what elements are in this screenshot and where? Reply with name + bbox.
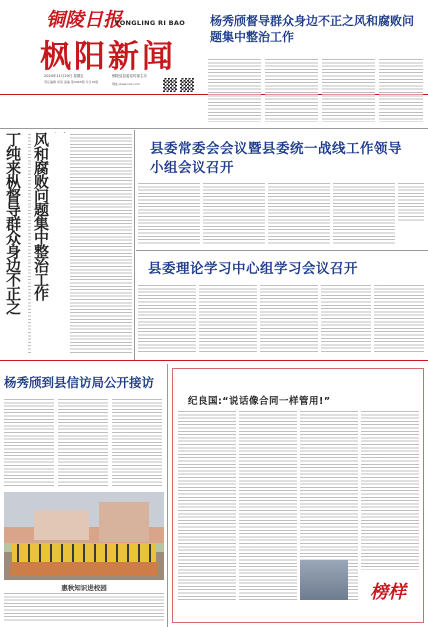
qr-code-icon [163, 78, 177, 92]
date-line: 2024年11月29日 星期五 [44, 74, 84, 78]
center-lower-col1 [178, 410, 236, 600]
left-lower-col2 [58, 398, 108, 488]
vertical-headline-main: 丁纯来枞督导群众身边不正之 [4, 132, 22, 314]
top-right-article-col2 [265, 58, 318, 122]
top-right-article-col4 [379, 58, 423, 122]
vertical-headline-sub: 风和腐败问题集中整治工作 [32, 132, 50, 300]
url-line: 网址:www.xxx.com [112, 82, 140, 86]
left-lower-headline: 杨秀颀到县信访局公开接访 [4, 375, 155, 390]
sub-line: 责任编辑 审读 美编 第3965期 今日16版 [44, 80, 99, 84]
center-article2-col1 [138, 284, 196, 352]
school-photo [4, 492, 164, 580]
center-article2-col5 [374, 284, 424, 352]
center-lower-headline: 纪良国:“说话像合同一样管用!” [188, 396, 331, 407]
center-article2-col3 [260, 284, 318, 352]
center-headline-2: 县委理论学习中心组学习会议召开 [148, 261, 358, 277]
center-headline-1: 县委常委会会议暨县委统一战线工作领导小组会议召开 [150, 141, 402, 176]
paper-pinyin: TONGLING RI BAO [115, 19, 186, 27]
center-article1-col5 [398, 182, 424, 222]
left-lower-col3 [112, 398, 162, 488]
paper-name: 铜陵日报 [46, 9, 123, 31]
divider [136, 250, 428, 251]
left-article-col2 [70, 133, 132, 353]
center-article2-col2 [199, 284, 257, 352]
column-divider [134, 130, 135, 360]
section-divider [0, 360, 428, 361]
top-right-headline: 杨秀颀督导群众身边不正之风和腐败问题集中整治工作 [210, 14, 415, 44]
center-lower-photo [300, 560, 348, 600]
photo-caption-text [4, 592, 164, 622]
center-lower-col2 [239, 410, 297, 600]
center-article1-col3 [268, 182, 330, 244]
top-right-article-col3 [322, 58, 375, 122]
top-right-article-col1 [208, 58, 261, 122]
center-article1-col1 [138, 182, 200, 244]
publisher-line: 铜陵县县委宣传部主办 [112, 74, 147, 78]
bangyang-logo: 榜样 [370, 582, 406, 603]
center-article2-col4 [321, 284, 371, 352]
section-title: 枫阳新闻 [40, 39, 176, 75]
left-lower-col1 [4, 398, 54, 488]
divider [0, 128, 428, 129]
qr-code-icon [180, 78, 194, 92]
center-article1-col4 [333, 182, 395, 244]
column-divider [167, 364, 168, 627]
center-lower-col4 [361, 410, 419, 570]
center-article1-col2 [203, 182, 265, 244]
photo-caption: 惠秋知识进校园 [61, 584, 107, 592]
